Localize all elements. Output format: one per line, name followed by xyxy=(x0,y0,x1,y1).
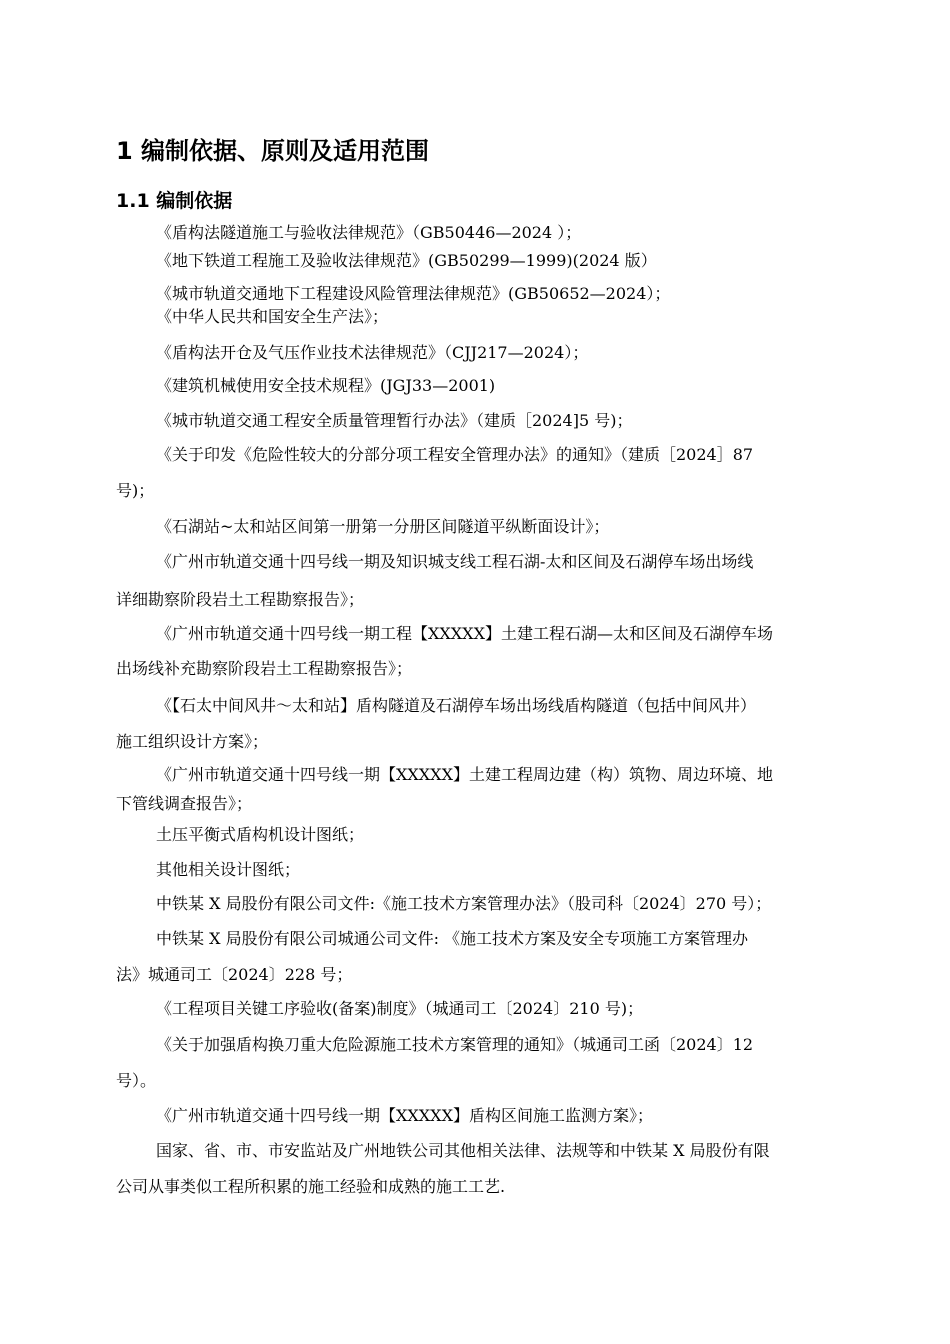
reference-line: 法》城通司工〔2024〕228 号； xyxy=(116,965,353,984)
reference-line: 土压平衡式盾构机设计图纸； xyxy=(156,825,365,844)
reference-line: 《地下铁道工程施工及验收法律规范》(GB50299—1999)(2024 版） xyxy=(156,251,657,270)
reference-line: 《建筑机械使用安全技术规程》(JGJ33—2001) xyxy=(156,376,496,395)
reference-line: 《城市轨道交通地下工程建设风险管理法律规范》(GB50652—2024）； xyxy=(156,284,671,303)
reference-line: 《广州市轨道交通十四号线一期【XXXXX】土建工程周边建（构）筑物、周边环境、地 xyxy=(156,765,773,784)
reference-line: 公司从事类似工程所积累的施工经验和成熟的施工工艺. xyxy=(116,1177,506,1196)
reference-line: 中铁某 X 局股份有限公司城通公司文件: 《施工技术方案及安全专项施工方案管理办 xyxy=(156,929,749,948)
reference-line: 《工程项目关键工序验收(备案)制度》（城通司工〔2024〕210 号)； xyxy=(156,999,644,1018)
reference-line: 《广州市轨道交通十四号线一期及知识城支线工程石湖-太和区间及石湖停车场出场线 xyxy=(156,552,754,571)
reference-line: 《城市轨道交通工程安全质量管理暂行办法》（建质［2024]5 号)； xyxy=(156,411,633,430)
reference-line: 《广州市轨道交通十四号线一期【XXXXX】盾构区间施工监测方案》； xyxy=(156,1106,653,1125)
reference-line: 中铁某 X 局股份有限公司文件:《施工技术方案管理办法》（股司科〔2024〕270 号）； xyxy=(156,894,772,913)
reference-line: 《广州市轨道交通十四号线一期工程【XXXXX】土建工程石湖—太和区间及石湖停车场 xyxy=(156,624,773,643)
reference-line: 《盾构法开仓及气压作业技术法律规范》（CJJ217—2024）； xyxy=(156,343,589,362)
reference-line: 《中华人民共和国安全生产法》； xyxy=(156,307,389,326)
reference-line: 号）。 xyxy=(116,1071,157,1090)
reference-line: 国家、省、市、市安监站及广州地铁公司其他相关法律、法规等和中铁某 X 局股份有限 xyxy=(156,1141,770,1160)
reference-line: 号)； xyxy=(116,481,155,500)
reference-line: 施工组织设计方案》； xyxy=(116,732,269,751)
section-heading: 1 编制依据、原则及适用范围 xyxy=(116,137,430,165)
reference-line: 《盾构法隧道施工与验收法律规范》（GB50446—2024 ）； xyxy=(156,223,582,242)
reference-line: 《石湖站~太和站区间第一册第一分册区间隧道平纵断面设计》； xyxy=(156,517,610,536)
reference-line: 下管线调查报告》； xyxy=(116,794,253,813)
reference-line: 《关于印发《危险性较大的分部分项工程安全管理办法》的通知》（建质［2024］87 xyxy=(156,445,754,464)
reference-line: 详细勘察阶段岩土工程勘察报告》； xyxy=(116,590,365,609)
subsection-heading: 1.1 编制依据 xyxy=(116,190,233,212)
reference-line: 《关于加强盾构换刀重大危险源施工技术方案管理的通知》（城通司工函〔2024〕12 xyxy=(156,1035,754,1054)
reference-line: 出场线补充勘察阶段岩土工程勘察报告》； xyxy=(116,659,413,678)
reference-line: 《【石太中间风井～太和站】盾构隧道及石湖停车场出场线盾构隧道（包括中间风井） xyxy=(156,696,757,715)
reference-line: 其他相关设计图纸； xyxy=(156,860,301,879)
